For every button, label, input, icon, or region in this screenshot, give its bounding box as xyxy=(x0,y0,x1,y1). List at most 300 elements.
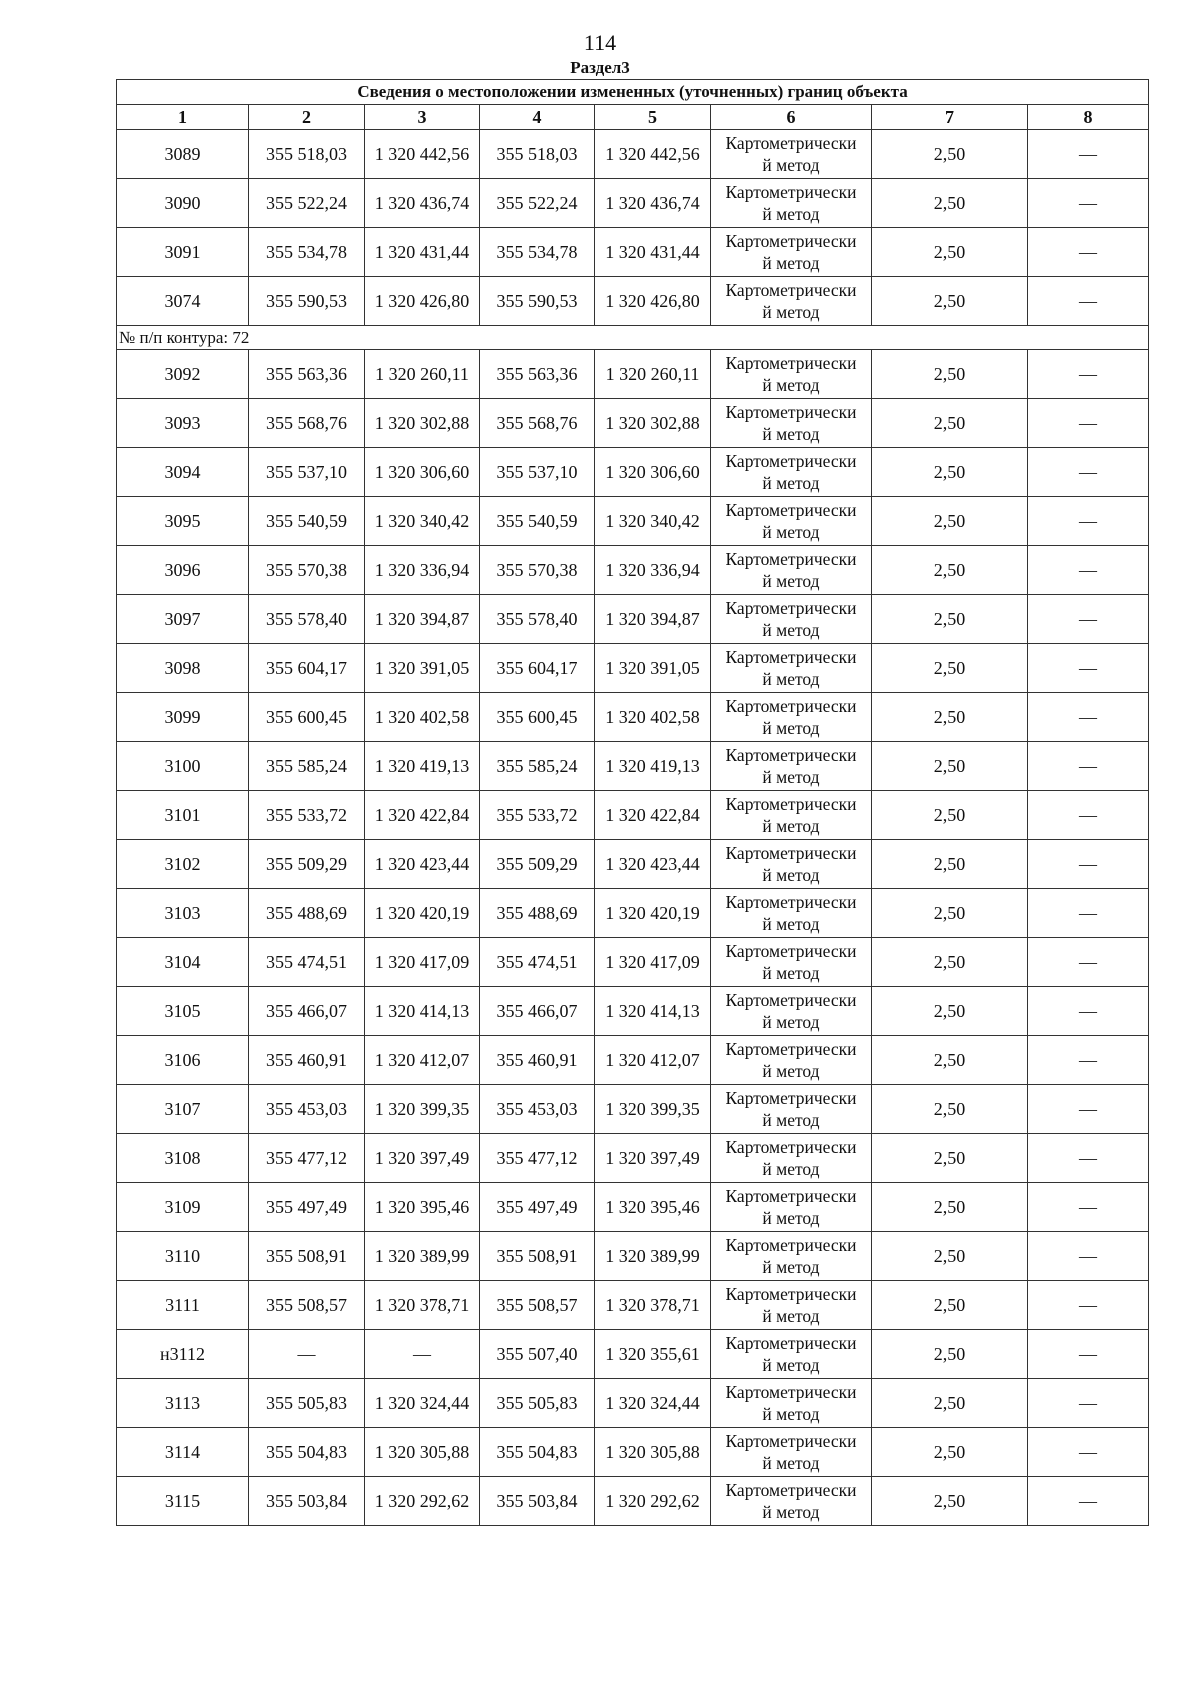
contour-row xyxy=(117,326,1149,350)
table-cell: 355 578,40 xyxy=(249,595,365,644)
table-cell: 1 320 306,60 xyxy=(365,448,480,497)
table-cell: 2,50 xyxy=(872,1036,1028,1085)
method-cell xyxy=(711,399,872,448)
contour-label: № п/п контура: 72 xyxy=(117,326,1149,350)
table-cell: 1 320 417,09 xyxy=(595,938,711,987)
table-cell: 3093 xyxy=(117,399,249,448)
table-row xyxy=(117,130,1149,179)
table-cell: 1 320 260,11 xyxy=(595,350,711,399)
table-cell: 355 518,03 xyxy=(249,130,365,179)
table-cell: 355 534,78 xyxy=(480,228,595,277)
table-cell: 1 320 419,13 xyxy=(595,742,711,791)
table-cell: — xyxy=(1028,130,1149,179)
table-cell: 2,50 xyxy=(872,1085,1028,1134)
table-cell: 355 563,36 xyxy=(249,350,365,399)
table-cell: 355 460,91 xyxy=(480,1036,595,1085)
method-cell xyxy=(711,1183,872,1232)
table-cell: 355 522,24 xyxy=(249,179,365,228)
method-cell xyxy=(711,130,872,179)
method-cell xyxy=(711,1330,872,1379)
table-cell: 2,50 xyxy=(872,1379,1028,1428)
table-cell: 1 320 423,44 xyxy=(595,840,711,889)
method-cell xyxy=(711,644,872,693)
method-line: Картометрически xyxy=(725,549,857,569)
method-cell xyxy=(711,277,872,326)
table-cell: 1 320 306,60 xyxy=(595,448,711,497)
table-cell: 355 508,57 xyxy=(480,1281,595,1330)
table-row xyxy=(117,546,1149,595)
table-cell: — xyxy=(1028,1036,1149,1085)
method-cell xyxy=(711,546,872,595)
table-cell: 3104 xyxy=(117,938,249,987)
table-cell: 1 320 442,56 xyxy=(365,130,480,179)
table-cell: 1 320 431,44 xyxy=(595,228,711,277)
table-cell: 1 320 292,62 xyxy=(595,1477,711,1526)
table-row xyxy=(117,693,1149,742)
column-header: 5 xyxy=(595,105,711,130)
table-cell: 355 504,83 xyxy=(249,1428,365,1477)
table-cell: — xyxy=(1028,1477,1149,1526)
method-cell xyxy=(711,693,872,742)
table-cell: 355 604,17 xyxy=(249,644,365,693)
method-line: й метод xyxy=(762,204,820,224)
method-line: Картометрически xyxy=(725,1333,857,1353)
table-cell: 2,50 xyxy=(872,1477,1028,1526)
table-cell: 355 503,84 xyxy=(480,1477,595,1526)
table-cell: 2,50 xyxy=(872,938,1028,987)
table-cell: 355 600,45 xyxy=(249,693,365,742)
table-cell: 1 320 391,05 xyxy=(595,644,711,693)
table-cell: 3111 xyxy=(117,1281,249,1330)
table-cell: 1 320 412,07 xyxy=(595,1036,711,1085)
method-line: Картометрически xyxy=(725,1480,857,1500)
table-cell: 3090 xyxy=(117,179,249,228)
table-cell: 355 540,59 xyxy=(249,497,365,546)
table-row xyxy=(117,228,1149,277)
column-header: 1 xyxy=(117,105,249,130)
table-cell: 3095 xyxy=(117,497,249,546)
table-cell: — xyxy=(1028,1330,1149,1379)
method-line: Картометрически xyxy=(725,1039,857,1059)
table-row xyxy=(117,1379,1149,1428)
column-header: 2 xyxy=(249,105,365,130)
table-cell: 355 563,36 xyxy=(480,350,595,399)
method-line: й метод xyxy=(762,253,820,273)
table-cell: 2,50 xyxy=(872,448,1028,497)
table-cell: 1 320 442,56 xyxy=(595,130,711,179)
table-cell: 355 509,29 xyxy=(249,840,365,889)
table-cell: 1 320 302,88 xyxy=(365,399,480,448)
table-row xyxy=(117,791,1149,840)
table-cell: 2,50 xyxy=(872,595,1028,644)
table-cell: 1 320 436,74 xyxy=(365,179,480,228)
table-cell: 1 320 402,58 xyxy=(595,693,711,742)
table-cell: 355 508,57 xyxy=(249,1281,365,1330)
table-cell: — xyxy=(1028,595,1149,644)
table-cell: 1 320 422,84 xyxy=(365,791,480,840)
table-cell: 3094 xyxy=(117,448,249,497)
table-cell: — xyxy=(1028,791,1149,840)
table-cell: 3074 xyxy=(117,277,249,326)
method-line: й метод xyxy=(762,1110,820,1130)
table-cell: 1 320 399,35 xyxy=(595,1085,711,1134)
table-cell: 2,50 xyxy=(872,277,1028,326)
table-cell: 355 488,69 xyxy=(249,889,365,938)
method-line: й метод xyxy=(762,914,820,934)
table-cell: 3103 xyxy=(117,889,249,938)
table-cell: 1 320 431,44 xyxy=(365,228,480,277)
table-cell: — xyxy=(1028,693,1149,742)
table-row xyxy=(117,889,1149,938)
method-line: й метод xyxy=(762,767,820,787)
table-cell: 355 497,49 xyxy=(480,1183,595,1232)
table-cell: — xyxy=(249,1330,365,1379)
method-line: й метод xyxy=(762,1012,820,1032)
table-cell: 1 320 324,44 xyxy=(365,1379,480,1428)
method-line: Картометрически xyxy=(725,1186,857,1206)
method-line: й метод xyxy=(762,522,820,542)
column-header-row xyxy=(117,105,1149,130)
table-cell: 2,50 xyxy=(872,840,1028,889)
table-cell: 355 578,40 xyxy=(480,595,595,644)
method-cell xyxy=(711,1379,872,1428)
table-cell: 1 320 336,94 xyxy=(595,546,711,595)
table-cell: 1 320 397,49 xyxy=(595,1134,711,1183)
method-line: й метод xyxy=(762,1306,820,1326)
boundary-coordinates-table xyxy=(116,79,1149,1526)
table-cell: 2,50 xyxy=(872,987,1028,1036)
table-cell: 355 503,84 xyxy=(249,1477,365,1526)
method-line: й метод xyxy=(762,424,820,444)
table-cell: — xyxy=(1028,840,1149,889)
method-line: Картометрически xyxy=(725,941,857,961)
column-header: 3 xyxy=(365,105,480,130)
table-cell: 3091 xyxy=(117,228,249,277)
method-line: Картометрически xyxy=(725,1382,857,1402)
table-cell: 355 570,38 xyxy=(480,546,595,595)
table-cell: 355 600,45 xyxy=(480,693,595,742)
table-row xyxy=(117,595,1149,644)
table-cell: 1 320 302,88 xyxy=(595,399,711,448)
table-cell: — xyxy=(1028,179,1149,228)
table-cell: 355 477,12 xyxy=(249,1134,365,1183)
method-line: Картометрически xyxy=(725,451,857,471)
section-title: Раздел3 xyxy=(570,58,630,77)
method-line: й метод xyxy=(762,718,820,738)
table-cell: — xyxy=(1028,1379,1149,1428)
method-cell xyxy=(711,1134,872,1183)
table-cell: 355 570,38 xyxy=(249,546,365,595)
table-cell: — xyxy=(1028,448,1149,497)
table-cell: 1 320 426,80 xyxy=(365,277,480,326)
table-row xyxy=(117,644,1149,693)
table-cell: 355 488,69 xyxy=(480,889,595,938)
page-number: 114 xyxy=(583,30,617,55)
table-caption-row xyxy=(117,80,1149,105)
table-cell: 355 474,51 xyxy=(249,938,365,987)
table-cell: 355 477,12 xyxy=(480,1134,595,1183)
method-line: й метод xyxy=(762,1453,820,1473)
table-cell: 3098 xyxy=(117,644,249,693)
method-cell xyxy=(711,595,872,644)
table-cell: 355 604,17 xyxy=(480,644,595,693)
table-cell: 355 474,51 xyxy=(480,938,595,987)
method-line: Картометрически xyxy=(725,353,857,373)
table-cell: — xyxy=(1028,228,1149,277)
method-line: й метод xyxy=(762,1257,820,1277)
table-cell: 1 320 436,74 xyxy=(595,179,711,228)
table-cell: н3112 xyxy=(117,1330,249,1379)
table-cell: — xyxy=(1028,1134,1149,1183)
method-line: й метод xyxy=(762,865,820,885)
table-cell: 3106 xyxy=(117,1036,249,1085)
table-cell: — xyxy=(1028,399,1149,448)
table-cell: 3109 xyxy=(117,1183,249,1232)
method-line: Картометрически xyxy=(725,647,857,667)
table-cell: 3107 xyxy=(117,1085,249,1134)
table-cell: 355 522,24 xyxy=(480,179,595,228)
table-cell: 1 320 422,84 xyxy=(595,791,711,840)
table-cell: 1 320 378,71 xyxy=(365,1281,480,1330)
table-cell: 1 320 423,44 xyxy=(365,840,480,889)
column-header: 4 xyxy=(480,105,595,130)
table-cell: 355 453,03 xyxy=(480,1085,595,1134)
column-header: 7 xyxy=(872,105,1028,130)
table-cell: — xyxy=(1028,1232,1149,1281)
method-line: й метод xyxy=(762,155,820,175)
table-row xyxy=(117,497,1149,546)
table-cell: — xyxy=(1028,546,1149,595)
table-cell: — xyxy=(1028,938,1149,987)
table-cell: 2,50 xyxy=(872,791,1028,840)
method-line: й метод xyxy=(762,1208,820,1228)
table-cell: 1 320 378,71 xyxy=(595,1281,711,1330)
method-cell xyxy=(711,448,872,497)
method-cell xyxy=(711,791,872,840)
table-cell: 3099 xyxy=(117,693,249,742)
table-row xyxy=(117,742,1149,791)
table-caption: Сведения о местоположении измененных (уточненных) границ объекта xyxy=(117,80,1149,105)
table-row xyxy=(117,350,1149,399)
method-cell xyxy=(711,1085,872,1134)
table-row xyxy=(117,1281,1149,1330)
table-cell: 1 320 391,05 xyxy=(365,644,480,693)
method-cell xyxy=(711,987,872,1036)
table-row xyxy=(117,1036,1149,1085)
table-row xyxy=(117,448,1149,497)
table-cell: 355 466,07 xyxy=(480,987,595,1036)
table-cell: 2,50 xyxy=(872,228,1028,277)
table-row xyxy=(117,1477,1149,1526)
table-cell: 355 540,59 xyxy=(480,497,595,546)
method-line: Картометрически xyxy=(725,794,857,814)
table-cell: — xyxy=(1028,1428,1149,1477)
method-line: й метод xyxy=(762,1404,820,1424)
table-cell: 1 320 394,87 xyxy=(595,595,711,644)
column-header: 8 xyxy=(1028,105,1149,130)
method-line: й метод xyxy=(762,571,820,591)
table-cell: 355 508,91 xyxy=(480,1232,595,1281)
method-line: й метод xyxy=(762,620,820,640)
table-cell: — xyxy=(1028,889,1149,938)
table-cell: 1 320 394,87 xyxy=(365,595,480,644)
table-row xyxy=(117,399,1149,448)
table-cell: 1 320 397,49 xyxy=(365,1134,480,1183)
method-line: Картометрически xyxy=(725,990,857,1010)
table-cell: 3089 xyxy=(117,130,249,179)
method-line: й метод xyxy=(762,669,820,689)
table-row xyxy=(117,1085,1149,1134)
method-cell xyxy=(711,1281,872,1330)
table-cell: 1 320 419,13 xyxy=(365,742,480,791)
table-cell: 1 320 402,58 xyxy=(365,693,480,742)
method-line: й метод xyxy=(762,1159,820,1179)
table-cell: 3097 xyxy=(117,595,249,644)
table-cell: 2,50 xyxy=(872,742,1028,791)
method-line: Картометрически xyxy=(725,1284,857,1304)
table-cell: 355 466,07 xyxy=(249,987,365,1036)
method-cell xyxy=(711,179,872,228)
method-line: Картометрически xyxy=(725,892,857,912)
method-cell xyxy=(711,742,872,791)
table-cell: — xyxy=(1028,1281,1149,1330)
table-cell: 1 320 324,44 xyxy=(595,1379,711,1428)
table-row xyxy=(117,840,1149,889)
method-line: Картометрически xyxy=(725,280,857,300)
method-line: Картометрически xyxy=(725,500,857,520)
table-cell: 1 320 399,35 xyxy=(365,1085,480,1134)
method-cell xyxy=(711,228,872,277)
table-cell: 3115 xyxy=(117,1477,249,1526)
table-cell: 355 585,24 xyxy=(249,742,365,791)
table-cell: 1 320 340,42 xyxy=(595,497,711,546)
table-cell: 355 533,72 xyxy=(480,791,595,840)
table-row xyxy=(117,1232,1149,1281)
method-line: й метод xyxy=(762,473,820,493)
table-cell: 2,50 xyxy=(872,693,1028,742)
table-cell: — xyxy=(1028,987,1149,1036)
method-line: й метод xyxy=(762,302,820,322)
table-cell: — xyxy=(1028,644,1149,693)
table-cell: 355 590,53 xyxy=(480,277,595,326)
table-cell: — xyxy=(1028,350,1149,399)
table-cell: 1 320 412,07 xyxy=(365,1036,480,1085)
table-body xyxy=(117,80,1149,1526)
column-header: 6 xyxy=(711,105,872,130)
table-cell: — xyxy=(1028,1085,1149,1134)
table-cell: — xyxy=(1028,1183,1149,1232)
table-cell: 1 320 305,88 xyxy=(595,1428,711,1477)
table-cell: 1 320 414,13 xyxy=(365,987,480,1036)
table-cell: 355 508,91 xyxy=(249,1232,365,1281)
table-cell: 2,50 xyxy=(872,350,1028,399)
table-cell: 355 507,40 xyxy=(480,1330,595,1379)
table-cell: 1 320 417,09 xyxy=(365,938,480,987)
method-cell xyxy=(711,889,872,938)
table-cell: 3100 xyxy=(117,742,249,791)
table-cell: 2,50 xyxy=(872,1428,1028,1477)
method-line: Картометрически xyxy=(725,1235,857,1255)
table-cell: 1 320 292,62 xyxy=(365,1477,480,1526)
table-cell: 355 585,24 xyxy=(480,742,595,791)
method-line: й метод xyxy=(762,816,820,836)
table-cell: 1 320 305,88 xyxy=(365,1428,480,1477)
table-cell: 1 320 260,11 xyxy=(365,350,480,399)
table-cell: 1 320 389,99 xyxy=(595,1232,711,1281)
table-cell: 2,50 xyxy=(872,399,1028,448)
table-cell: 355 518,03 xyxy=(480,130,595,179)
method-line: й метод xyxy=(762,1355,820,1375)
table-cell: 355 505,83 xyxy=(249,1379,365,1428)
table-row xyxy=(117,1134,1149,1183)
table-cell: — xyxy=(1028,277,1149,326)
table-cell: 355 453,03 xyxy=(249,1085,365,1134)
table-row xyxy=(117,277,1149,326)
table-cell: 3108 xyxy=(117,1134,249,1183)
table-row xyxy=(117,938,1149,987)
method-cell xyxy=(711,840,872,889)
table-cell: 2,50 xyxy=(872,889,1028,938)
table-cell: 3110 xyxy=(117,1232,249,1281)
method-line: Картометрически xyxy=(725,843,857,863)
method-line: Картометрически xyxy=(725,231,857,251)
table-cell: 2,50 xyxy=(872,1330,1028,1379)
table-cell: 355 537,10 xyxy=(480,448,595,497)
table-cell: 355 568,76 xyxy=(249,399,365,448)
table-cell: 3102 xyxy=(117,840,249,889)
table-cell: 2,50 xyxy=(872,1232,1028,1281)
table-cell: 1 320 340,42 xyxy=(365,497,480,546)
table-cell: 355 504,83 xyxy=(480,1428,595,1477)
method-line: Картометрически xyxy=(725,1137,857,1157)
table-cell: 355 460,91 xyxy=(249,1036,365,1085)
table-cell: 355 533,72 xyxy=(249,791,365,840)
table-cell: 1 320 395,46 xyxy=(595,1183,711,1232)
table-cell: 1 320 420,19 xyxy=(365,889,480,938)
table-row xyxy=(117,987,1149,1036)
table-cell: 355 497,49 xyxy=(249,1183,365,1232)
table-cell: — xyxy=(1028,742,1149,791)
table-cell: — xyxy=(1028,497,1149,546)
method-line: й метод xyxy=(762,963,820,983)
table-cell: 1 320 426,80 xyxy=(595,277,711,326)
table-row xyxy=(117,179,1149,228)
table-cell: 355 590,53 xyxy=(249,277,365,326)
method-line: Картометрически xyxy=(725,598,857,618)
table-row xyxy=(117,1330,1149,1379)
table-cell: 3101 xyxy=(117,791,249,840)
method-line: й метод xyxy=(762,1061,820,1081)
table-cell: 3096 xyxy=(117,546,249,595)
method-line: Картометрически xyxy=(725,745,857,765)
table-cell: 355 568,76 xyxy=(480,399,595,448)
table-cell: — xyxy=(365,1330,480,1379)
method-line: й метод xyxy=(762,375,820,395)
table-cell: 1 320 355,61 xyxy=(595,1330,711,1379)
method-line: Картометрически xyxy=(725,182,857,202)
table-cell: 3113 xyxy=(117,1379,249,1428)
table-cell: 2,50 xyxy=(872,1134,1028,1183)
table-cell: 2,50 xyxy=(872,179,1028,228)
table-cell: 355 509,29 xyxy=(480,840,595,889)
table-cell: 1 320 395,46 xyxy=(365,1183,480,1232)
method-cell xyxy=(711,497,872,546)
table-cell: 355 537,10 xyxy=(249,448,365,497)
method-cell xyxy=(711,1036,872,1085)
table-row xyxy=(117,1183,1149,1232)
table-cell: 3114 xyxy=(117,1428,249,1477)
table-cell: 2,50 xyxy=(872,1281,1028,1330)
